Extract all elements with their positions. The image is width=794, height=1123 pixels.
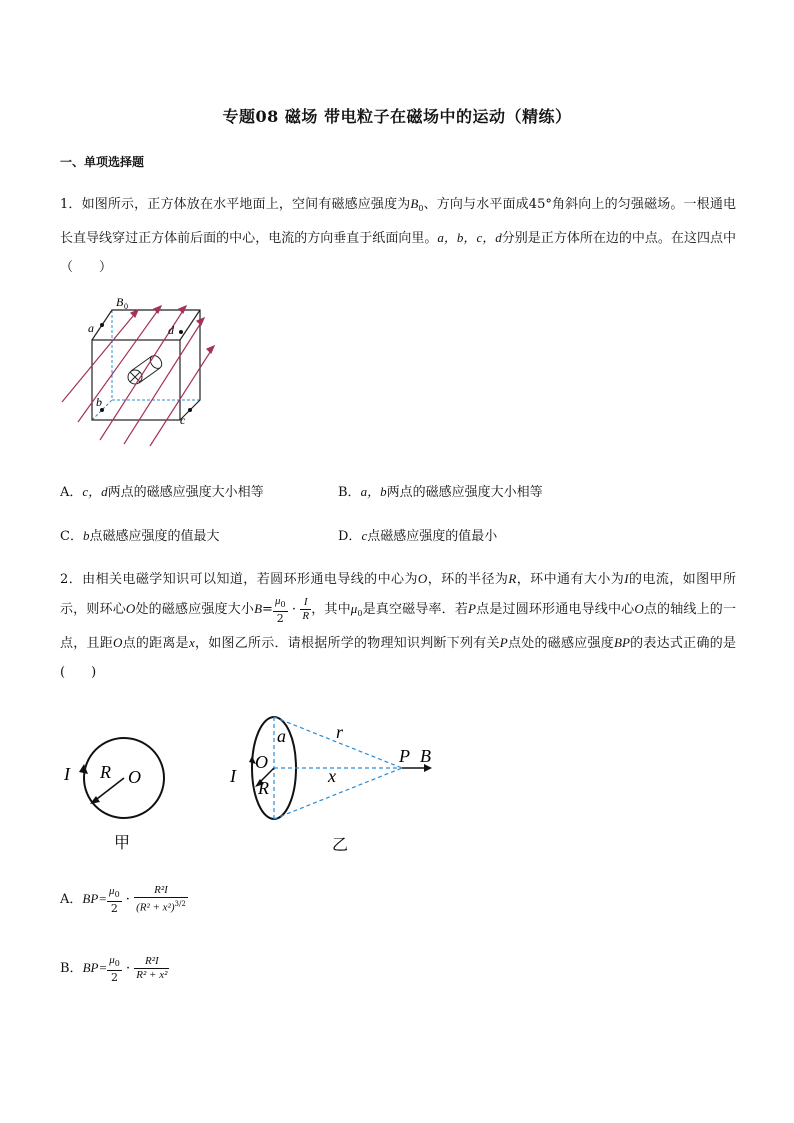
q1-option-b[interactable] — [338, 481, 543, 500]
q2-var-x: x — [188, 635, 195, 650]
q2-text: 点处的磁感应强度 — [507, 636, 615, 651]
q2-var-p: P — [468, 601, 476, 616]
yi-label-x: x — [328, 766, 336, 786]
page-title: 专题08 磁场 带电粒子在磁场中的运动（精练） — [222, 107, 572, 126]
option-d-text: 点磁感应强度的值最小 — [367, 529, 498, 544]
q2-option-a-lhs: BP= — [82, 891, 108, 906]
yi-label-o: O — [255, 752, 268, 772]
option-c-text: 点磁感应强度的值最大 — [89, 529, 220, 544]
jia-caption: 甲 — [114, 835, 131, 852]
ring-axis-figure-yi — [222, 712, 444, 856]
fig-b0-label: B — [116, 295, 124, 309]
q2-text: 点的轴线上的一点，且距 — [60, 602, 736, 651]
q2-option-b[interactable]: B．BP= $\frac{\mu_0}{2}$ · $\frac{\text{R²I}}{\text{R² + x²}}$ — [60, 954, 168, 984]
yi-label-i: I — [230, 766, 236, 786]
jia-label-r: R — [100, 762, 111, 782]
b0-symbol: B — [410, 196, 419, 211]
question-1-text — [60, 189, 736, 282]
fig-label-b: b — [96, 395, 102, 409]
q2-text: 点的距离是 — [122, 636, 189, 651]
q2-text: 2．由相关电磁学知识可以知道，若圆环形通电导线的中心为 — [60, 572, 418, 587]
q2-text: ，其中 — [311, 602, 351, 617]
q2-var-o: O — [634, 601, 644, 616]
option-c-prefix: C． — [60, 529, 83, 544]
option-a-var: c，d — [82, 484, 108, 499]
q2-var-o: O — [417, 571, 428, 586]
q1-points: a，b，c，d — [437, 230, 502, 245]
q2-var-o: O — [125, 601, 136, 616]
option-d-prefix: D． — [338, 529, 362, 544]
q2-equals: = — [262, 602, 273, 617]
yi-label-a: a — [277, 726, 286, 746]
q1-text-c: 分别是正方体所在边的中点。在这四点中（ ） — [60, 231, 736, 275]
option-a-main-fraction: $\frac{\text{R²I}}{(R^2 + x^2)^{3/2}}$ — [136, 884, 186, 914]
q2-text: 的电流，如图甲所示，则环心 — [60, 572, 736, 617]
option-d-var: c — [361, 528, 368, 543]
q2-var-i: I — [624, 571, 629, 586]
q2-text: 点是过圆环形通电导线中心 — [475, 602, 635, 617]
yi-label-r-small: r — [336, 722, 344, 742]
q2-text: 是真空磁导率．若 — [362, 602, 469, 617]
fig-b0-subscript: 0 — [124, 302, 128, 311]
option-b-text: 两点的磁感应强度大小相等 — [386, 485, 543, 500]
fig-label-a: a — [88, 321, 94, 335]
jia-label-o: O — [128, 767, 141, 787]
q2-option-b-prefix: B． — [60, 961, 83, 976]
q1-option-a[interactable] — [60, 481, 264, 500]
option-a-text: 两点的磁感应强度大小相等 — [107, 485, 264, 500]
q1-text-a: 1．如图所示，正方体放在水平地面上，空间有磁感应强度为 — [60, 197, 411, 212]
q2-text: ，环中通有大小为 — [516, 572, 625, 587]
q2-option-a-prefix: A． — [60, 892, 83, 907]
fig-label-d: d — [168, 323, 174, 337]
q2-var-b: B — [254, 601, 263, 616]
fig-label-c: c — [180, 413, 186, 427]
q1-option-c[interactable] — [60, 525, 219, 544]
jia-label-i: I — [64, 764, 70, 784]
q2-text: 处的磁感应强度大小 — [135, 602, 255, 617]
q2-var-mu: μ — [350, 601, 358, 616]
i-over-r-fraction: $\frac{I}{R}$ — [302, 596, 310, 622]
option-b-prefix: B． — [338, 485, 361, 500]
q2-text: 的表达式正确的是( ) — [60, 636, 736, 680]
option-a-prefix: A． — [60, 485, 83, 500]
q1-option-d[interactable] — [338, 525, 497, 544]
q2-var-p: P — [499, 635, 508, 650]
q2-text: ，环的半径为 — [427, 572, 509, 587]
q2-text: ，如图乙所示．请根据所学的物理知识判断下列有关 — [194, 636, 500, 651]
option-b-var: a，b — [360, 484, 387, 499]
b0-subscript: 0 — [418, 204, 424, 213]
section-heading: 一、单项选择题 — [60, 155, 145, 169]
yi-label-r: R — [258, 778, 269, 798]
q2-option-a[interactable]: A．BP= $\frac{\mu_0}{2}$ · $\frac{\text{R²I}}{(R^2 + x^2)^{3/2}}$ — [60, 884, 186, 915]
q1-text-b: 、方向与水平面成45°角斜向上的匀强磁场。一根通电长直导线穿过正方体前后面的中心，电流的方向垂直于纸面向里。 — [60, 197, 736, 246]
mu-over-two-fraction: $\frac{\mu_0}{2}$ — [109, 885, 120, 915]
ring-current-figure-jia — [58, 728, 178, 858]
cube-magnetic-field-figure — [58, 292, 228, 452]
question-2-text: 2．由相关电磁学知识可以知道，若圆环形通电导线的中心为O，环的半径为R，环中通有大小为I的电流，如图甲所示，则环心O处的磁感应强度大小B= $\frac{\mu_0}{2}$ · $\frac{I}{R}$ ，其中$\mu_0$是真空磁导率．若P点是过圆环形通电导线中心O点的轴线上的一点，且距O点的距离是x，如图乙所示．请根据所学的物理知识判断下列有关P点处的磁感应强度BP的表达式正确的是( ) — [60, 571, 736, 680]
q2-var-bp: BP — [614, 635, 630, 650]
q2-var-o: O — [113, 635, 123, 650]
q2-option-b-lhs: BP= — [82, 960, 108, 975]
mu-over-two-fraction: $\frac{\mu_0}{2}$ — [274, 595, 286, 625]
option-c-var: b — [82, 528, 90, 543]
yi-label-b: B — [420, 746, 431, 766]
option-b-main-fraction: $\frac{\text{R²I}}{\text{R² + x²}}$ — [136, 955, 168, 981]
mu-over-two-fraction: $\frac{\mu_0}{2}$ — [109, 954, 120, 984]
yi-caption: 乙 — [332, 837, 349, 854]
q2-var-r: R — [508, 571, 517, 586]
yi-label-p: P — [399, 746, 410, 766]
